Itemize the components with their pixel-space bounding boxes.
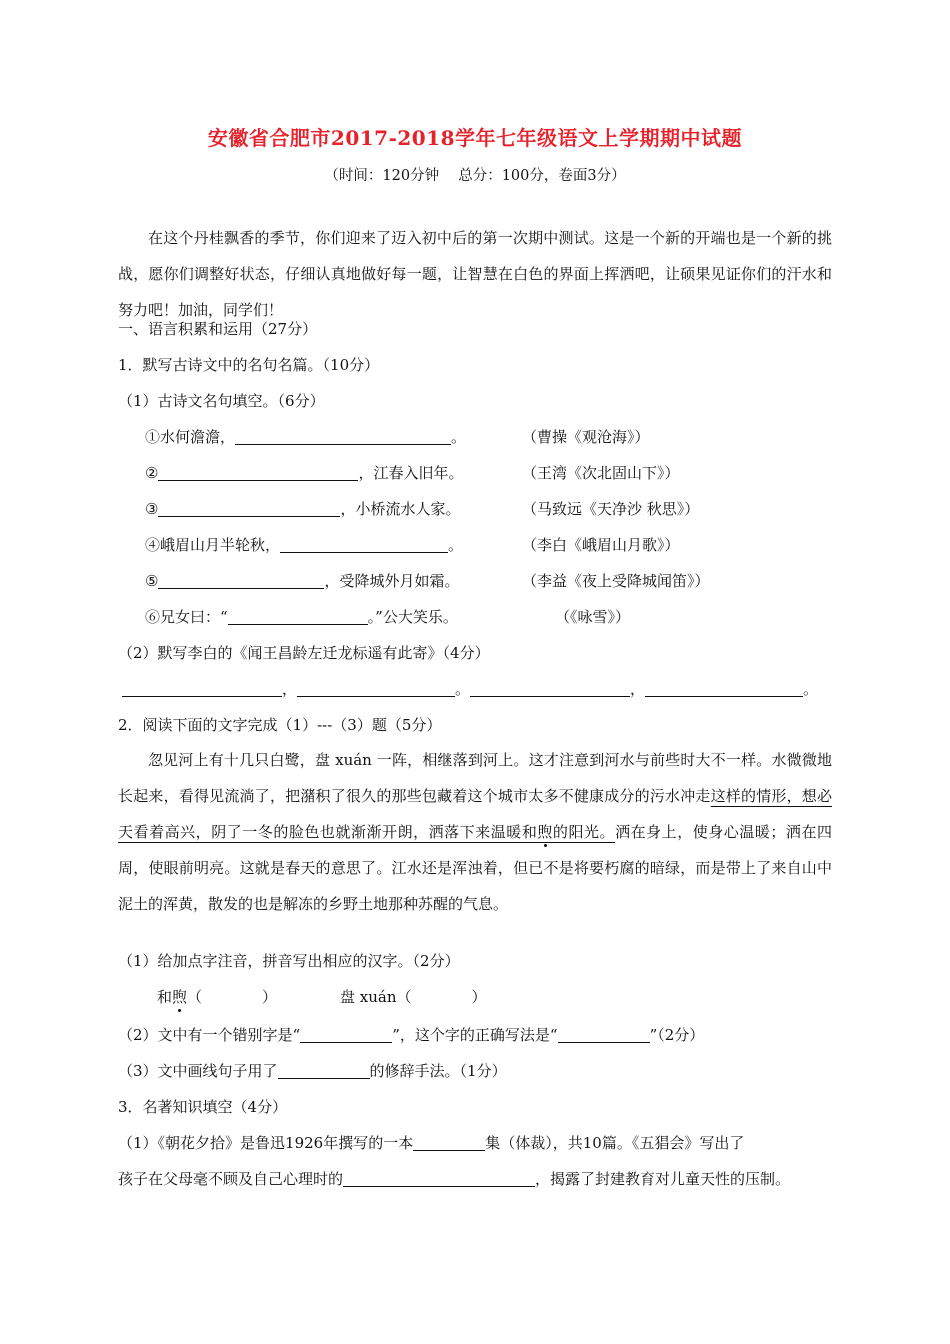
page-title: 安徽省合肥市2017-2018学年七年级语文上学期期中试题: [207, 126, 743, 150]
answer-blank[interactable]: [297, 680, 455, 697]
poem-item-2: ② ，江春入旧年。: [145, 464, 464, 482]
dotted-char: 煦: [537, 823, 553, 841]
pinyin-item-2[interactable]: 盘 xuán（ ）: [340, 988, 487, 1006]
exam-info: （时间：120分钟 总分：100分，卷面3分）: [324, 168, 626, 184]
answer-blank[interactable]: [228, 608, 368, 625]
intro-paragraph: 在这个丹桂飘香的季节，你们迎来了迈入初中后的第一次期中测试。这是一个新的开端也是一个新的挑战，愿你们调整好状态，仔细认真地做好每一题，让智慧在白色的界面上挥洒吧，让硕果见证你们的汗水和努力吧！加油，同学们！: [118, 229, 832, 319]
underlined-sentence: 这样的情形，想必天看着高兴，阴了一冬的脸色也就渐渐开朗，洒落下来温暖和煦的阳光。: [118, 787, 832, 841]
question-1-sub-1: （1）古诗文名句填空。（6分）: [118, 392, 325, 410]
poem-item-3: ③ ，小桥流水人家。: [145, 500, 461, 518]
poem-source: （马致远《天净沙 秋思》）: [522, 500, 700, 518]
question-2-sub-2: （2）文中有一个错别字是“ ”，这个字的正确写法是“ ”（2分）: [118, 1026, 705, 1044]
answer-blank[interactable]: [235, 428, 451, 445]
section-heading: 一、语言积累和运用（27分）: [118, 320, 318, 338]
question-1-title: 1．默写古诗文中的名句名篇。（10分）: [118, 356, 380, 374]
question-3-sub-1-cont: 孩子在父母毫不顾及自己心理时的 ，揭露了封建教育对儿童天性的压制。: [118, 1170, 791, 1188]
answer-blank[interactable]: [470, 680, 630, 697]
answer-blank[interactable]: [278, 1062, 370, 1079]
poem-item-6: ⑥兄女曰：“ 。”公大笑乐。: [145, 608, 458, 626]
question-3-title: 3．名著知识填空（4分）: [118, 1098, 288, 1116]
poem-recite-line: ， 。 ， 。: [122, 678, 818, 699]
answer-blank[interactable]: [300, 1026, 392, 1043]
answer-blank[interactable]: [158, 500, 340, 517]
poem-source: （李白《峨眉山月歌》）: [522, 536, 680, 554]
pinyin-item-1: 和煦（ ）: [157, 988, 278, 1006]
answer-blank[interactable]: [343, 1170, 535, 1187]
poem-item-4: ④峨眉山月半轮秋， 。: [145, 536, 464, 554]
answer-blank[interactable]: [413, 1134, 485, 1151]
question-2-sub-1: （1）给加点字注音，拼音写出相应的汉字。（2分）: [118, 952, 460, 970]
poem-source: （王湾《次北固山下》）: [522, 464, 680, 482]
poem-item-1: ①水何澹澹， 。: [145, 428, 467, 446]
poem-item-5: ⑤ ，受降城外月如霜。: [145, 572, 460, 590]
question-2-sub-3: （3）文中画线句子用了 的修辞手法。（1分）: [118, 1062, 507, 1080]
question-3-sub-1: （1）《朝花夕拾》是鲁迅1926年撰写的一本 集（体裁），共10篇。《五猖会》写出了: [118, 1134, 745, 1152]
poem-source: （《咏雪》）: [555, 608, 631, 626]
reading-passage: 忽见河上有十几只白鹭，盘 xuán 一阵，相继落到河上。这才注意到河水与前些时大不一样。水微微地长起来，看得见流淌了，把潴积了很久的那些包藏着这个城市太多不健康成分的污水冲走这样的情形，想必天看着高兴，阴了一冬的脸色也就渐渐开朗，洒落下来温暖和煦的阳光。洒在身上，使身心温暖；洒在四周，使眼前明亮。这就是春天的意思了。江水还是浑浊着，但已不是将要朽腐的暗绿，而是带上了来自山中泥土的浑黄，散发的也是解冻的乡野土地那种苏醒的气息。: [118, 751, 832, 913]
question-2-title: 2．阅读下面的文字完成（1）---（3）题（5分）: [118, 716, 442, 734]
question-1-sub-2: （2）默写李白的《闻王昌龄左迁龙标遥有此寄》（4分）: [118, 644, 490, 662]
answer-blank[interactable]: [158, 464, 358, 481]
answer-blank[interactable]: [122, 680, 282, 697]
answer-blank[interactable]: [558, 1026, 650, 1043]
poem-source: （曹操《观沧海》）: [522, 428, 650, 446]
answer-blank[interactable]: [280, 536, 448, 553]
answer-blank[interactable]: [158, 572, 324, 589]
poem-source: （李益《夜上受降城闻笛》）: [522, 572, 710, 590]
answer-blank[interactable]: [645, 680, 803, 697]
